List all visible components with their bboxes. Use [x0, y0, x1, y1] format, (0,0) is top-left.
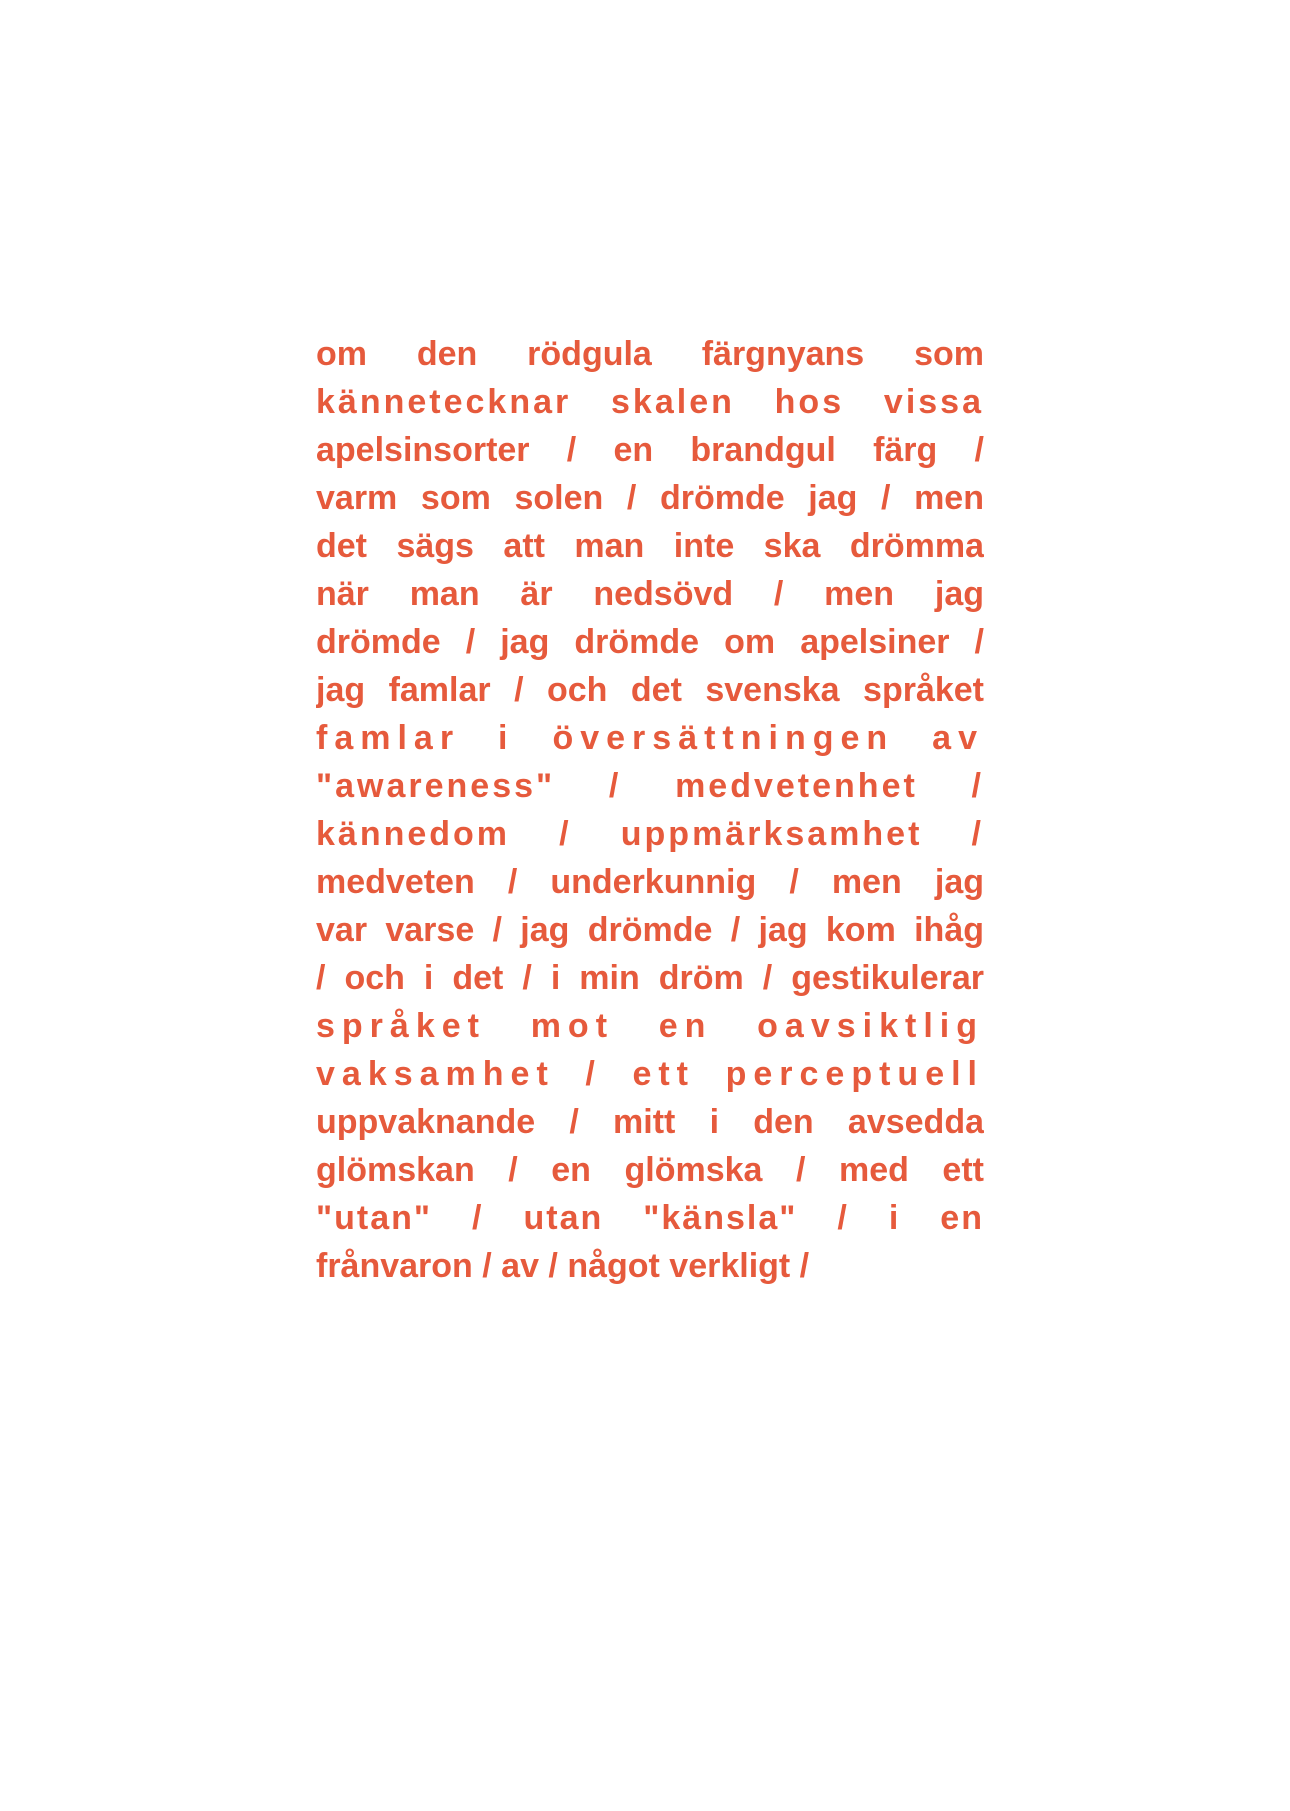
poem-line: varm som solen / drömde jag / men — [316, 479, 984, 517]
poem-line: drömde / jag drömde om apelsiner / — [316, 623, 984, 661]
poem-line: medveten / underkunnig / men jag — [316, 863, 984, 901]
poem-line: uppvaknande / mitt i den avsedda — [316, 1103, 984, 1141]
poem-line: / och i det / i min dröm / gestikulerar — [316, 959, 984, 997]
poem-line: frånvaron / av / något verkligt / — [316, 1247, 810, 1285]
poem-text-block — [316, 330, 984, 1290]
poem-line: vaksamhet / ett perceptuell — [316, 1055, 984, 1093]
poem-line: famlar i översättningen av — [316, 719, 984, 757]
poem-line: språket mot en oavsiktlig — [316, 1007, 984, 1045]
poem-line: apelsinsorter / en brandgul färg / — [316, 431, 984, 469]
poem-line: kännedom / uppmärksamhet / — [316, 815, 984, 853]
poem-line: när man är nedsövd / men jag — [316, 575, 984, 613]
poem-line: det sägs att man inte ska drömma — [316, 527, 984, 565]
poem-line: "awareness" / medvetenhet / — [316, 767, 984, 805]
poem-line: glömskan / en glömska / med ett — [316, 1151, 984, 1189]
poem-line: kännetecknar skalen hos vissa — [316, 383, 984, 421]
poem-line: om den rödgula färgnyans som — [316, 335, 984, 373]
poem-line: var varse / jag drömde / jag kom ihåg — [316, 911, 984, 949]
poem-line: "utan" / utan "känsla" / i en — [316, 1199, 984, 1237]
poem-line: jag famlar / och det svenska språket — [316, 671, 984, 709]
